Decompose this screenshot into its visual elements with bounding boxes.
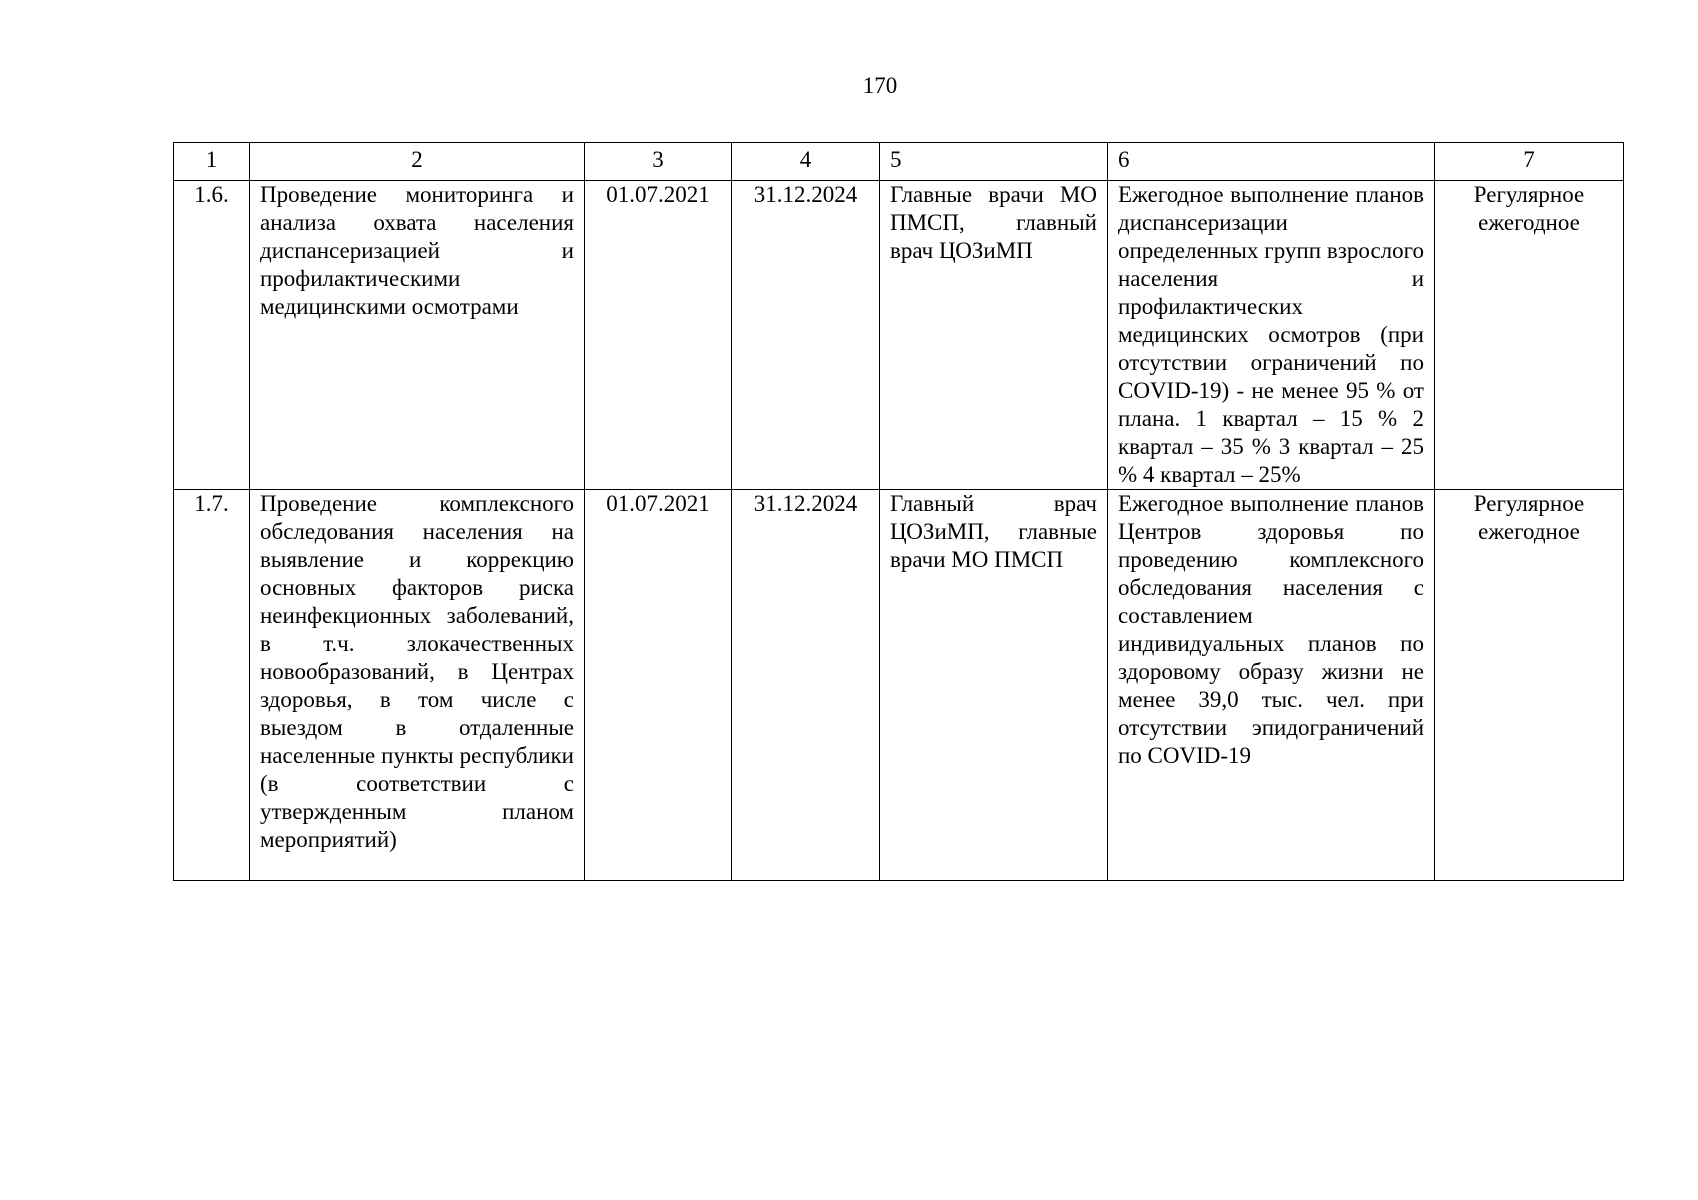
column-number-6: 6 — [1108, 143, 1435, 181]
start-date: 01.07.2021 — [585, 181, 732, 490]
end-date: 31.12.2024 — [732, 181, 880, 490]
column-number-4: 4 — [732, 143, 880, 181]
end-date: 31.12.2024 — [732, 490, 880, 881]
activity-description: Проведение мониторинга и анализа охвата населения диспансеризацией и профилактическими медицинскими осмотрами — [250, 181, 585, 490]
periodicity: Регулярное ежегодное — [1435, 490, 1624, 881]
table-row — [174, 181, 1624, 490]
start-date: 01.07.2021 — [585, 490, 732, 881]
column-number-2: 2 — [250, 143, 585, 181]
responsible-persons: Главный врач ЦОЗиМП, главные врачи МО ПМСП — [880, 490, 1108, 881]
plan-table — [173, 142, 1624, 881]
responsible-persons: Главные врачи МО ПМСП, главный врач ЦОЗиМП — [880, 181, 1108, 490]
item-number: 1.6. — [174, 181, 250, 490]
table-header-row — [174, 143, 1624, 181]
table-row — [174, 490, 1624, 881]
column-number-1: 1 — [174, 143, 250, 181]
expected-result: Ежегодное выполнение планов Центров здоровья по проведению комплексного обследования населения с составлением индивидуальных планов по здоровому образу жизни не менее 39,0 тыс. чел. при отсутствии эпидограничений по COVID-19 — [1108, 490, 1435, 881]
periodicity: Регулярное ежегодное — [1435, 181, 1624, 490]
item-number: 1.7. — [174, 490, 250, 881]
column-number-5: 5 — [880, 143, 1108, 181]
column-number-7: 7 — [1435, 143, 1624, 181]
page-number: 170 — [862, 73, 898, 98]
activity-description: Проведение комплексного обследования населения на выявление и коррекцию основных факторов риска неинфекционных заболеваний, в т.ч. злокачественных новообразований, в Центрах здоровья, в том числе с выездом в отдаленные населенные пункты республики (в соответствии с утвержденным планом мероприятий) — [250, 490, 585, 881]
column-number-3: 3 — [585, 143, 732, 181]
expected-result: Ежегодное выполнение планов диспансеризации определенных групп взрослого населения и профилактических медицинских осмотров (при отсутствии ограничений по COVID-19) - не менее 95 % от плана. 1 квартал – 15 % 2 квартал – 35 % 3 квартал – 25 % 4 квартал – 25% — [1108, 181, 1435, 490]
